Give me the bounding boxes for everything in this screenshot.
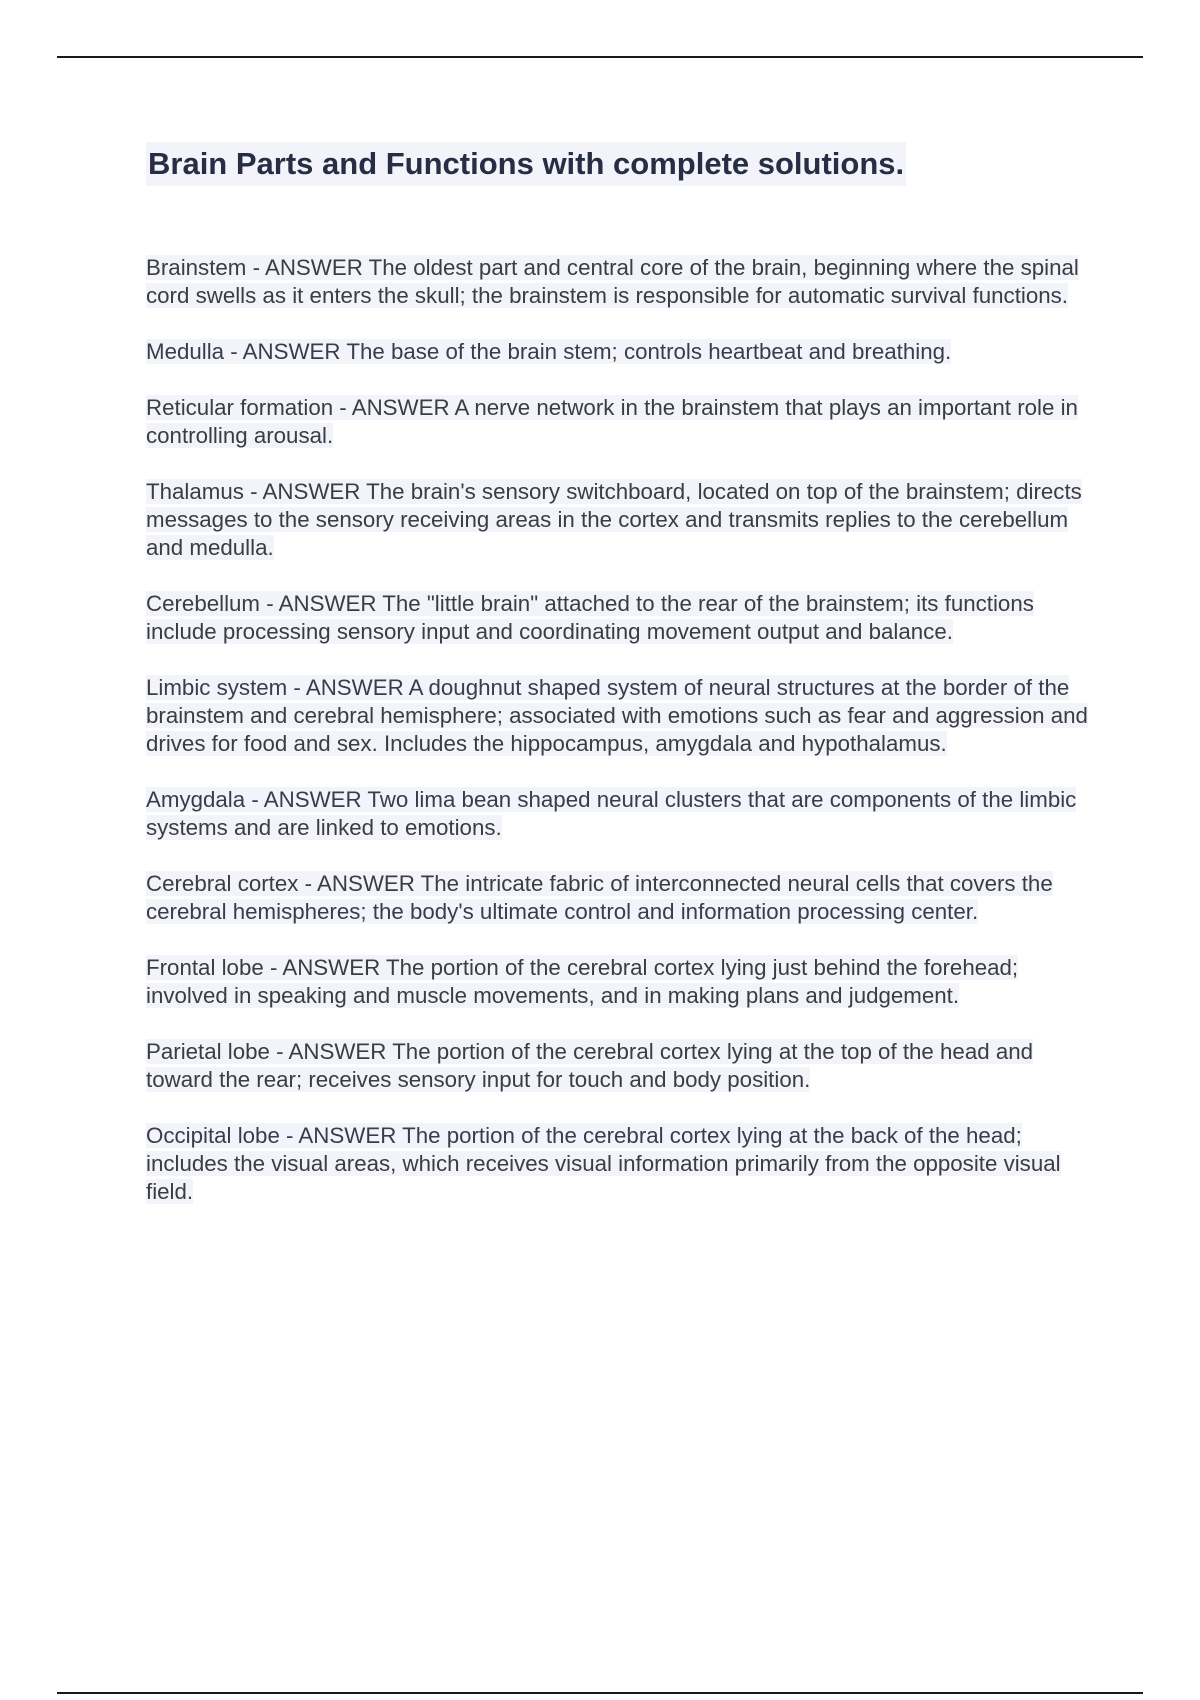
header-divider <box>57 56 1143 58</box>
list-item <box>146 870 1096 926</box>
list-item <box>146 338 1096 366</box>
list-item <box>146 254 1096 310</box>
entry-text: Reticular formation - ANSWER A nerve network in the brainstem that plays an important role in controlling arousal. <box>146 395 1078 448</box>
entry-text: Frontal lobe - ANSWER The portion of the cerebral cortex lying just behind the forehead; involved in speaking and muscle movements, and in making plans and judgement. <box>146 955 1019 1008</box>
entry-text: Limbic system - ANSWER A doughnut shaped system of neural structures at the border of the brainstem and cerebral hemisphere; associated with emotions such as fear and aggression and drives for food and sex. Includes the hippocampus, amygdala and hypothalamus. <box>146 675 1088 756</box>
list-item <box>146 786 1096 842</box>
entry-list <box>146 254 1096 1234</box>
entry-text: Thalamus - ANSWER The brain's sensory switchboard, located on top of the brainstem; directs messages to the sensory receiving areas in the cortex and transmits replies to the cerebellum and medulla. <box>146 479 1082 560</box>
list-item <box>146 1038 1096 1094</box>
list-item <box>146 674 1096 758</box>
entry-text: Cerebellum - ANSWER The "little brain" attached to the rear of the brainstem; its functions include processing sensory input and coordinating movement output and balance. <box>146 591 1034 644</box>
entry-text: Medulla - ANSWER The base of the brain stem; controls heartbeat and breathing. <box>146 339 952 364</box>
page-title: Brain Parts and Functions with complete solutions. <box>146 142 906 186</box>
list-item <box>146 954 1096 1010</box>
list-item <box>146 478 1096 562</box>
entry-text: Brainstem - ANSWER The oldest part and central core of the brain, beginning where the spinal cord swells as it enters the skull; the brainstem is responsible for automatic survival functions. <box>146 255 1079 308</box>
entry-text: Amygdala - ANSWER Two lima bean shaped neural clusters that are components of the limbic systems and are linked to emotions. <box>146 787 1077 840</box>
entry-text: Occipital lobe - ANSWER The portion of the cerebral cortex lying at the back of the head; includes the visual areas, which receives visual information primarily from the opposite visual field. <box>146 1123 1061 1204</box>
footer-divider <box>57 1692 1143 1694</box>
entry-text: Cerebral cortex - ANSWER The intricate fabric of interconnected neural cells that covers the cerebral hemispheres; the body's ultimate control and information processing center. <box>146 871 1053 924</box>
entry-text: Parietal lobe - ANSWER The portion of the cerebral cortex lying at the top of the head and toward the rear; receives sensory input for touch and body position. <box>146 1039 1034 1092</box>
list-item <box>146 1122 1096 1206</box>
list-item <box>146 394 1096 450</box>
list-item <box>146 590 1096 646</box>
